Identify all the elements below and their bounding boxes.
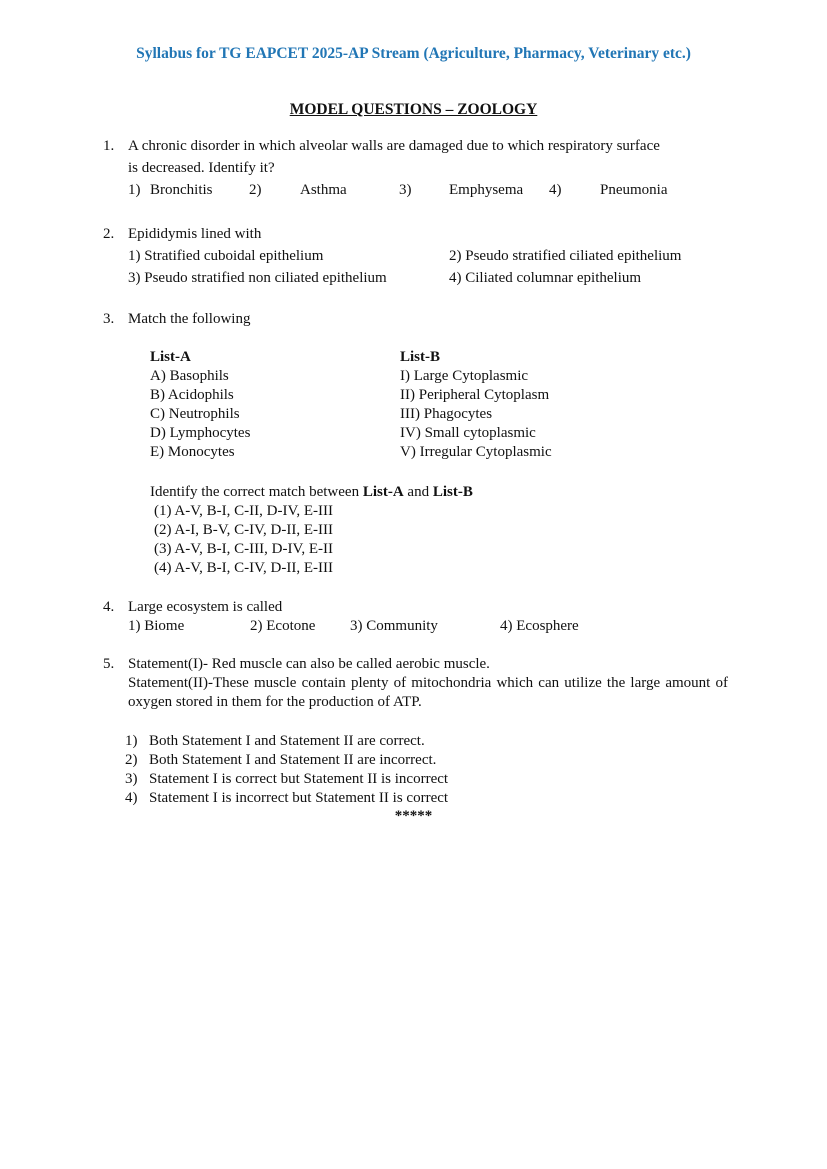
list-b-item: II) Peripheral Cytoplasm: [400, 387, 550, 403]
option-text: Bronchitis: [150, 182, 213, 198]
question-text: Large ecosystem is called: [128, 599, 283, 615]
option-number: 3): [125, 771, 138, 787]
instruction-text: and: [403, 484, 433, 500]
list-a-item: D) Lymphocytes: [150, 425, 251, 441]
question-number: 3.: [103, 311, 115, 327]
option-text: Statement I is incorrect but Statement II is correct: [149, 790, 449, 806]
option-text: Pneumonia: [600, 182, 668, 198]
option-number: 2): [125, 752, 138, 768]
question-text: Epididymis lined with: [128, 226, 262, 242]
option-number: 4): [125, 790, 138, 806]
option-text: 3) Pseudo stratified non ciliated epithelium: [128, 270, 387, 286]
option-number: 1): [128, 182, 141, 198]
option-text: 4) Ecosphere: [500, 618, 579, 634]
list-b-item: III) Phagocytes: [400, 406, 493, 422]
option-text: (2) A-I, B-V, C-IV, D-II, E-III: [154, 522, 333, 538]
list-b-item: IV) Small cytoplasmic: [400, 425, 536, 441]
list-a-ref: List-A: [362, 484, 404, 500]
end-mark: *****: [394, 808, 433, 824]
question-text: A chronic disorder in which alveolar walls are damaged due to which respiratory surface: [128, 138, 660, 154]
list-b-ref: List-B: [432, 484, 473, 500]
list-b-item: V) Irregular Cytoplasmic: [400, 444, 552, 460]
option-number: 4): [549, 182, 562, 198]
option-text: Emphysema: [449, 182, 524, 198]
list-b-item: I) Large Cytoplasmic: [400, 368, 529, 384]
option-text: Both Statement I and Statement II are incorrect.: [149, 752, 437, 768]
statement-1: Statement(I)- Red muscle can also be called aerobic muscle.: [128, 656, 490, 672]
option-text: 1) Biome: [128, 618, 185, 634]
list-a-item: E) Monocytes: [150, 444, 235, 460]
option-text: 4) Ciliated columnar epithelium: [449, 270, 642, 286]
list-b-header: List-B: [400, 349, 441, 365]
option-text: (3) A-V, B-I, C-III, D-IV, E-II: [154, 541, 333, 557]
list-a-header: List-A: [150, 349, 191, 365]
option-text: 2) Pseudo stratified ciliated epithelium: [449, 248, 682, 264]
question-text: Match the following: [128, 311, 251, 327]
page-title: MODEL QUESTIONS – ZOOLOGY: [289, 101, 538, 118]
question-number: 4.: [103, 599, 115, 615]
option-number: 1): [125, 733, 138, 749]
option-text: Statement I is correct but Statement II is incorrect: [149, 771, 449, 787]
question-number: 5.: [103, 656, 115, 672]
option-text: (1) A-V, B-I, C-II, D-IV, E-III: [154, 503, 333, 519]
option-text: 3) Community: [350, 618, 438, 634]
document-header: Syllabus for TG EAPCET 2025-AP Stream (Agriculture, Pharmacy, Veterinary etc.): [136, 45, 691, 62]
list-a-item: A) Basophils: [150, 368, 229, 384]
option-text: (4) A-V, B-I, C-IV, D-II, E-III: [154, 560, 333, 576]
question-text: is decreased. Identify it?: [128, 160, 275, 176]
option-number: 3): [399, 182, 412, 198]
question-number: 2.: [103, 226, 115, 242]
option-text: 2) Ecotone: [250, 618, 316, 634]
option-number: 2): [249, 182, 262, 198]
option-text: Asthma: [300, 182, 347, 198]
list-a-item: C) Neutrophils: [150, 406, 240, 422]
match-instruction: [150, 483, 473, 502]
question-number: 1.: [103, 138, 115, 154]
option-text: 1) Stratified cuboidal epithelium: [128, 248, 324, 264]
instruction-text: Identify the correct match between: [150, 484, 363, 500]
statement-2: Statement(II)-These muscle contain plenty of mitochondria which can utilize the large amount of oxygen stored in them for the production of ATP.: [128, 675, 728, 710]
option-text: Both Statement I and Statement II are correct.: [149, 733, 425, 749]
list-a-item: B) Acidophils: [150, 387, 234, 403]
